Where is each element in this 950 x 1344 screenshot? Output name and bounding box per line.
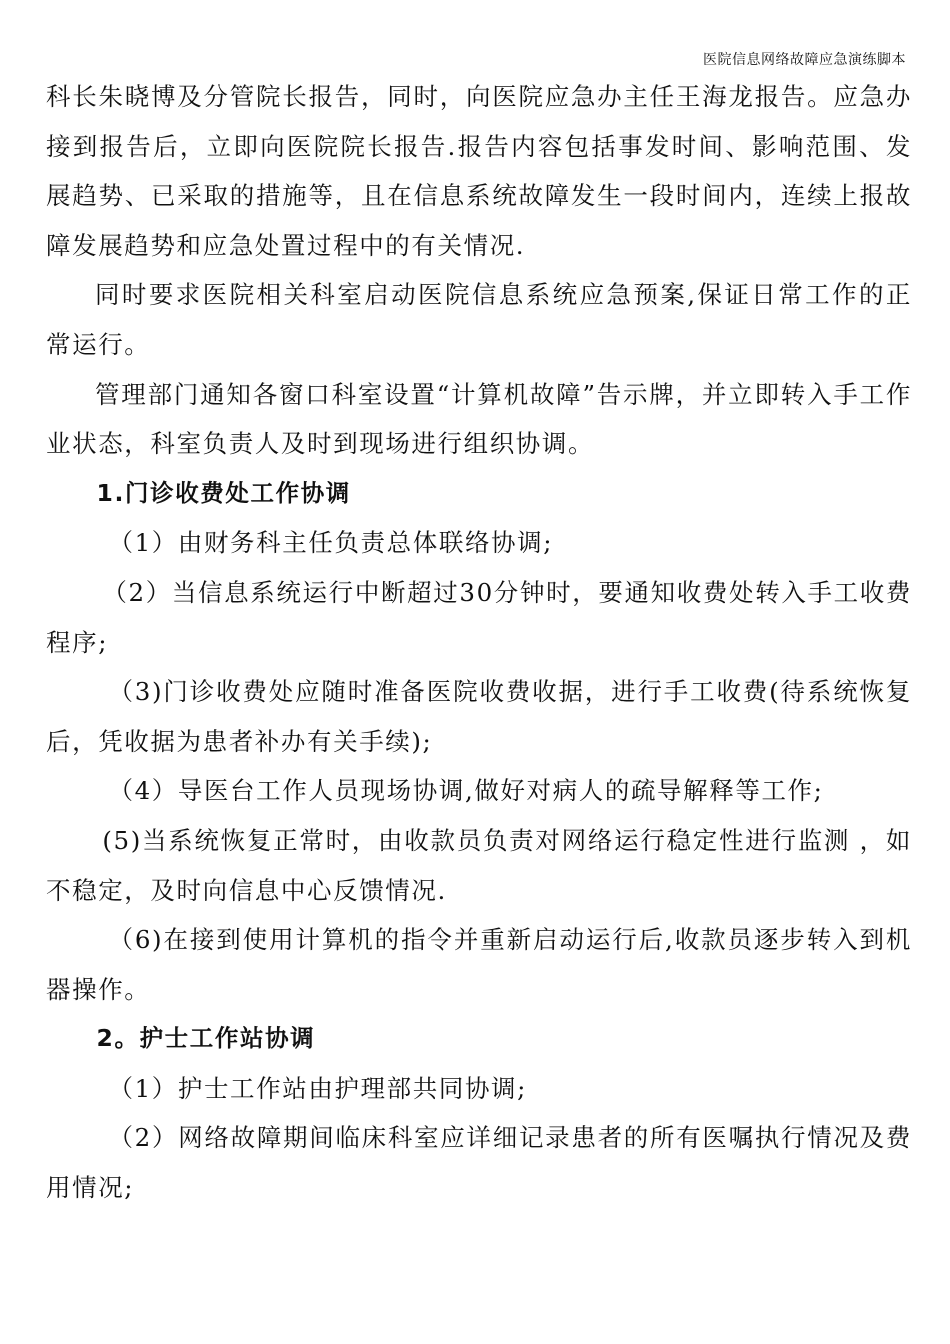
section-heading-outpatient-billing: 1.门诊收费处工作协调: [96, 478, 351, 507]
list-item: (5)当系统恢复正常时，由收款员负责对网络运行稳定性进行监测 ，如不稳定，及时向信息中心反馈情况.: [46, 825, 912, 905]
list-item: （1）由财务科主任负责总体联络协调;: [108, 528, 554, 558]
paragraph-contingency-plan: 同时要求医院相关科室启动医院信息系统应急预案,保证日常工作的正常运行。: [46, 280, 912, 359]
body-text: [46, 72, 912, 1213]
list-item: （1）护士工作站由护理部共同协调;: [108, 1073, 528, 1103]
paragraph-report: 科长朱晓博及分管院长报告，同时，向医院应急办主任王海龙报告。应急办接到报告后，立即向医院院长报告.报告内容包括事发时间、影响范围、发展趋势、已采取的措施等，且在信息系统故障发生一段时间内，连续上报故障发展趋势和应急处置过程中的有关情况.: [46, 82, 912, 260]
list-item: （4）导医台工作人员现场协调,做好对病人的疏导解释等工作;: [108, 776, 824, 806]
list-item: （3)门诊收费处应随时准备医院收费收据，进行手工收费(待系统恢复后，凭收据为患者补办有关手续);: [46, 677, 912, 756]
list-item: （2）网络故障期间临床科室应详细记录患者的所有医嘱执行情况及费用情况;: [46, 1123, 912, 1203]
list-item: （6)在接到使用计算机的指令并重新启动运行后,收款员逐步转入到机器操作。: [46, 925, 912, 1004]
section-heading-nurse-station: 2。护士工作站协调: [96, 1024, 316, 1053]
paragraph-window-notice: 管理部门通知各窗口科室设置“计算机故障”告示牌，并立即转入手工作业状态，科室负责人及时到现场进行组织协调。: [46, 379, 912, 459]
running-header: 医院信息网络故障应急演练脚本: [703, 52, 906, 68]
list-item: （2）当信息系统运行中断超过30分钟时，要通知收费处转入手工收费程序;: [46, 577, 912, 657]
